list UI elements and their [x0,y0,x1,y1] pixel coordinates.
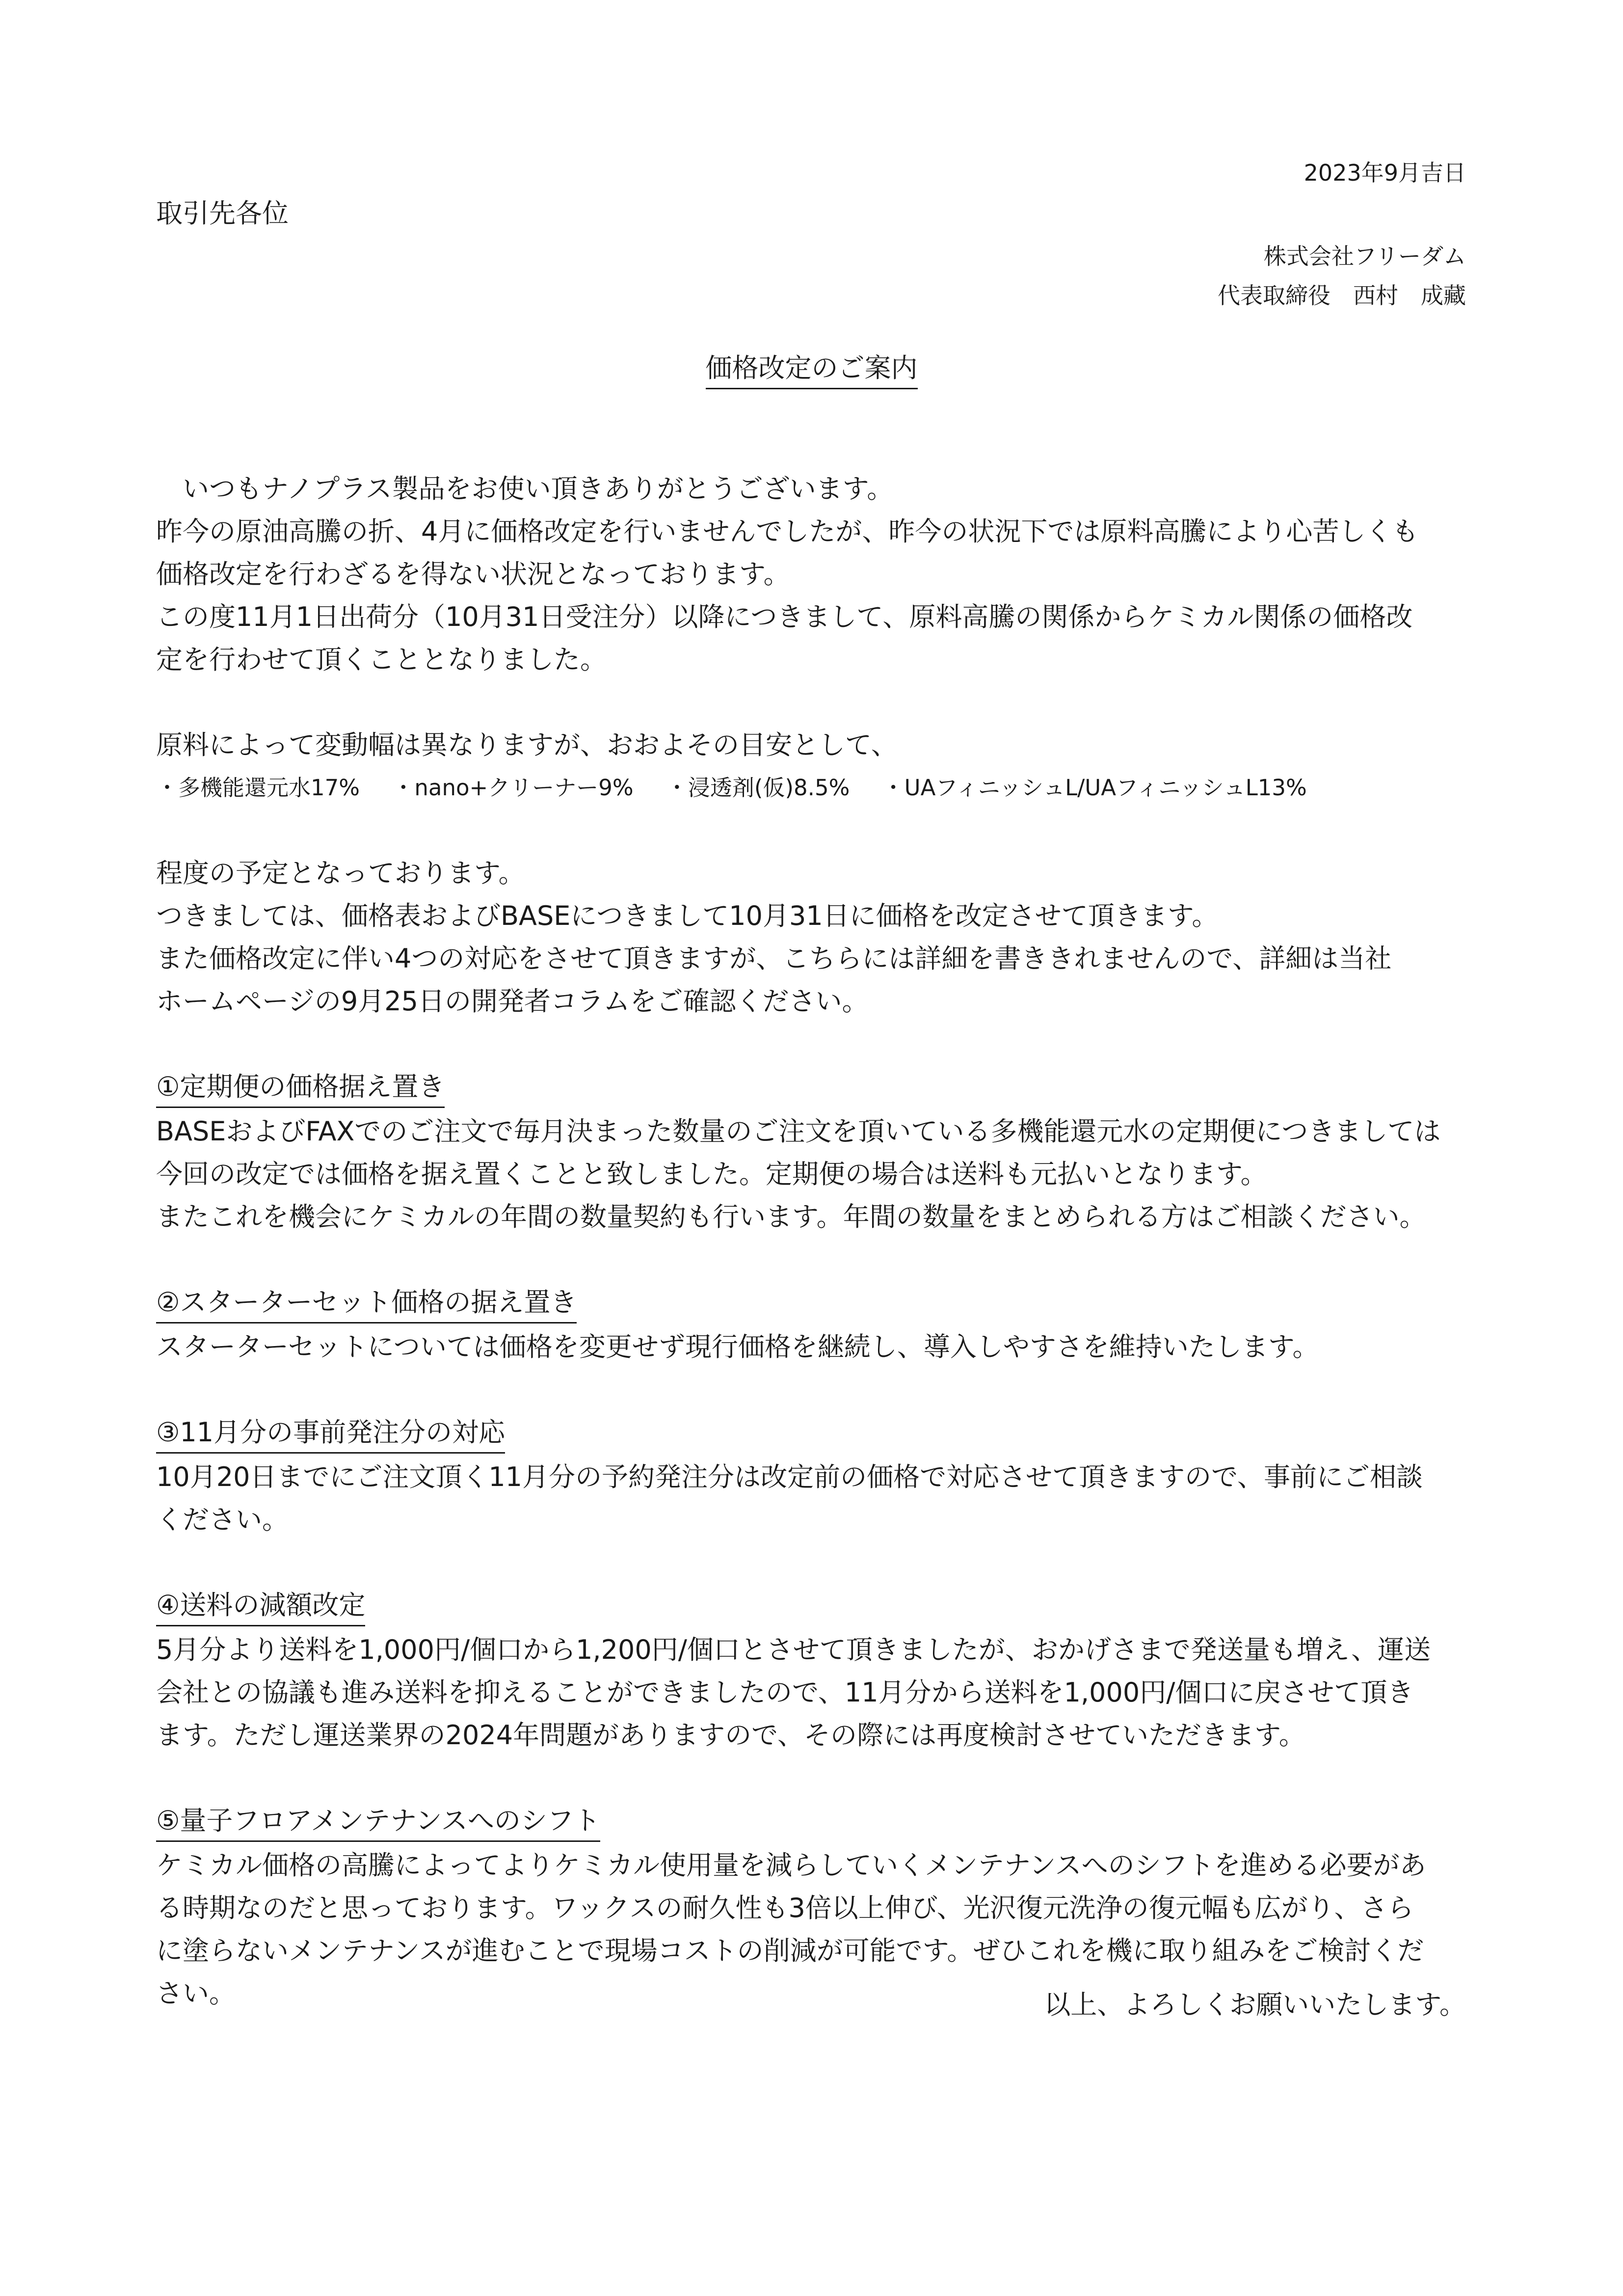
rate-item: ・nano+クリーナー9% [392,775,634,801]
section-line: BASEおよびFAXでのご注文で毎月決まった数量のご注文を頂いている多機能還元水の定期便につきましては [156,1116,1441,1147]
rates-lead: 原料によって変動幅は異なりますが、おおよその目安として、 [156,729,898,760]
rate-item: ・UAフィニッシュL/UAフィニッシュL13% [882,775,1307,801]
section-line: る時期なのだと思っております。ワックスの耐久性も3倍以上伸び、光沢復元洗浄の復元幅も広がり、さら [156,1892,1414,1923]
rates-paragraph [156,724,1476,809]
notice-line: つきましては、価格表およびBASEにつきまして10月31日に価格を改定させて頂きます。 [156,900,1219,931]
section-line: に塗らないメンテナンスが進むことで現場コストの削減が可能です。ぜひこれを機に取り組みをご検討くだ [156,1935,1424,1966]
representative-name: 代表取締役 西村 成藏 [1218,282,1466,309]
section-advance-order [156,1411,1476,1541]
spacer [156,1368,1476,1411]
notice-line: ホームページの9月25日の開発者コラムをご確認ください。 [156,986,869,1017]
intro-line: 価格改定を行わざるを得ない状況となっております。 [156,559,790,590]
section-line: さい。 [156,1978,236,2009]
company-name: 株式会社フリーダム [1263,243,1466,270]
section-line: またこれを機会にケミカルの年間の数量契約も行います。年間の数量をまとめられる方はご相談ください。 [156,1201,1426,1232]
section-heading: ④送料の減額改定 [156,1586,365,1626]
recipient: 取引先各位 [156,198,289,229]
spacer [156,1023,1476,1065]
section-line: ケミカル価格の高騰によってよりケミカル使用量を減らしていくメンテナンスへのシフトを進める必要があ [156,1850,1426,1881]
intro-line: いつもナノプラス製品をお使い頂きありがとうございます。 [183,473,894,504]
notice-line: 程度の予定となっております。 [156,858,525,889]
section-line: ます。ただし運送業界の2024年問題がありますので、その際には再度検討させていただきます。 [156,1720,1305,1751]
section-starter-set [156,1281,1476,1368]
intro-line: 昨今の原油高騰の折、4月に価格改定を行いませんでしたが、昨今の状況下では原料高騰により心苦しくも [156,516,1419,547]
spacer [156,1541,1476,1584]
spacer [156,1238,1476,1281]
notice-line: また価格改定に伴い4つの対応をさせて頂きますが、こちらには詳細を書ききれませんので、詳細は当社 [156,943,1392,974]
document-title: 価格改定のご案内 [706,350,918,389]
section-line: 5月分より送料を1,000円/個口から1,200円/個口とさせて頂きましたが、おかげさまで発送量も増え、運送 [156,1634,1431,1665]
section-heading: ①定期便の価格据え置き [156,1067,445,1108]
section-line: ください。 [156,1504,289,1535]
section-line: 今回の改定では価格を据え置くことと致しました。定期便の場合は送料も元払いとなります。 [156,1159,1267,1189]
rate-item: ・多機能還元水17% [156,775,360,801]
notice-paragraph [156,852,1476,1023]
rate-item: ・浸透剤(仮)8.5% [665,775,850,801]
intro-line: 定を行わせて頂くこととなりました。 [156,644,607,675]
intro-paragraph [156,467,1476,681]
section-heading: ②スターターセット価格の据え置き [156,1283,577,1324]
sender-block [1218,237,1466,315]
spacer [156,1756,1476,1799]
intro-line: この度11月1日出荷分（10月31日受注分）以降につきまして、原料高騰の関係からケミカル関係の価格改 [156,601,1413,632]
section-shipping-fee [156,1584,1476,1756]
section-fixed-price-subscription [156,1065,1476,1238]
letter-body [156,467,1476,2015]
section-heading: ⑤量子フロアメンテナンスへのシフト [156,1801,600,1842]
section-heading: ③11月分の事前発注分の対応 [156,1413,505,1454]
closing-remark: 以上、よろしくお願いいたします。 [1044,1989,1466,2020]
document-title-container [0,350,1623,389]
letter-date: 2023年9月吉日 [1304,160,1466,186]
section-quantum-floor [156,1799,1476,2015]
section-line: 会社との協議も進み送料を抑えることができましたので、11月分から送料を1,000円/個口に戻させて頂き [156,1677,1414,1708]
spacer [156,809,1476,852]
section-line: スターターセットについては価格を変更せず現行価格を継続し、導入しやすさを維持いたします。 [156,1331,1319,1362]
rates-list [156,766,1476,809]
section-line: 10月20日までにご注文頂く11月分の予約発注分は改定前の価格で対応させて頂きますので、事前にご相談 [156,1461,1423,1492]
spacer [156,681,1476,724]
